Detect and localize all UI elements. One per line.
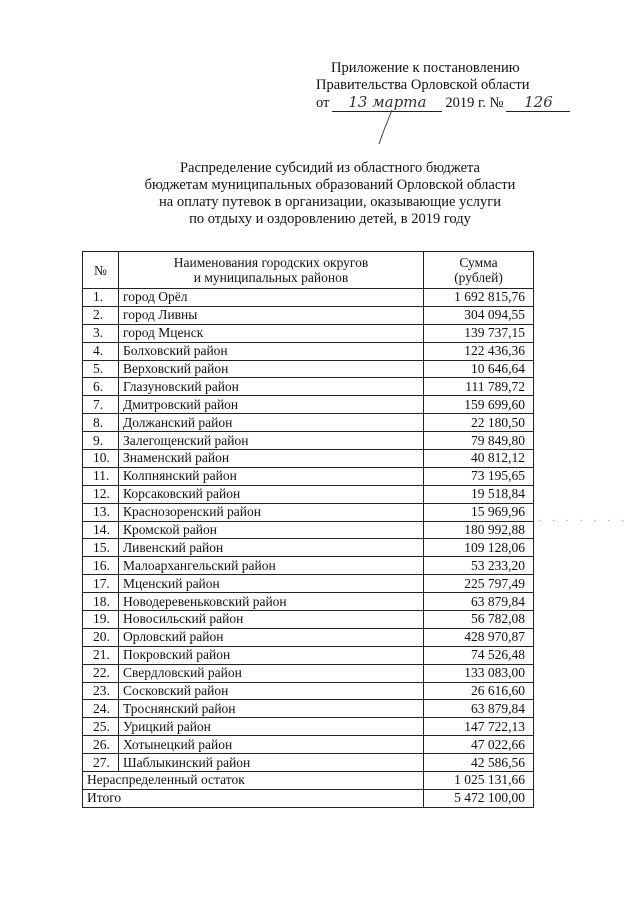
row-name: Новодеревеньковский район (119, 593, 424, 611)
row-number: 13. (83, 503, 119, 521)
table-header-row (83, 252, 534, 289)
row-name: Мценский район (119, 575, 424, 593)
row-amount: 22 180,50 (424, 414, 534, 432)
total-row (83, 789, 534, 807)
header-num: № (83, 252, 119, 289)
row-number: 1. (83, 289, 119, 307)
appendix-line-2: Правительства Орловской области (316, 77, 530, 93)
row-amount: 139 737,15 (424, 324, 534, 342)
handwritten-date: 13 марта (332, 94, 442, 112)
row-amount: 26 616,60 (424, 682, 534, 700)
row-name: Болховский район (119, 342, 424, 360)
row-name: Корсаковский район (119, 485, 424, 503)
row-amount: 19 518,84 (424, 485, 534, 503)
table-row (83, 306, 534, 324)
from-label: от (316, 95, 330, 111)
table-row (83, 432, 534, 450)
row-amount: 159 699,60 (424, 396, 534, 414)
table-row (83, 646, 534, 664)
table-row (83, 664, 534, 682)
row-name: Сосковский район (119, 682, 424, 700)
row-number: 18. (83, 593, 119, 611)
row-number: 14. (83, 521, 119, 539)
table-row (83, 575, 534, 593)
table-row (83, 467, 534, 485)
table-row (83, 324, 534, 342)
row-name: Кромской район (119, 521, 424, 539)
table-row (83, 754, 534, 772)
row-amount: 122 436,36 (424, 342, 534, 360)
row-number: 12. (83, 485, 119, 503)
appendix-header (316, 60, 570, 112)
title-line-2: бюджетам муниципальных образований Орловской области (144, 177, 516, 193)
row-name: Покровский район (119, 646, 424, 664)
header-name-line-1: Наименования городских округов (173, 255, 369, 270)
title-line-3: на оплату путевок в организации, оказывающие услуги (159, 194, 501, 210)
table-row (83, 700, 534, 718)
row-name: Троснянский район (119, 700, 424, 718)
total-label: Итого (83, 789, 424, 807)
row-number: 27. (83, 754, 119, 772)
table-row (83, 396, 534, 414)
table-row (83, 557, 534, 575)
row-name: Верховский район (119, 360, 424, 378)
unallocated-row (83, 772, 534, 790)
row-number: 7. (83, 396, 119, 414)
row-name: Орловский район (119, 628, 424, 646)
table-row (83, 342, 534, 360)
row-number: 20. (83, 628, 119, 646)
row-name: Ливенский район (119, 539, 424, 557)
table-row (83, 628, 534, 646)
row-name: Дмитровский район (119, 396, 424, 414)
row-number: 8. (83, 414, 119, 432)
row-amount: 73 195,65 (424, 467, 534, 485)
row-name: Должанский район (119, 414, 424, 432)
row-number: 17. (83, 575, 119, 593)
title-line-1: Распределение субсидий из областного бюджета (179, 160, 480, 176)
row-name: Новосильский район (119, 611, 424, 629)
row-amount: 56 782,08 (424, 611, 534, 629)
row-number: 4. (83, 342, 119, 360)
row-number: 5. (83, 360, 119, 378)
table-row (83, 611, 534, 629)
row-number: 21. (83, 646, 119, 664)
unallocated-label: Нераспределенный остаток (83, 772, 424, 790)
row-name: Шаблыкинский район (119, 754, 424, 772)
row-amount: 109 128,06 (424, 539, 534, 557)
table-row (83, 593, 534, 611)
header-amount (424, 252, 534, 289)
year-label: 2019 г. № (445, 95, 504, 111)
row-amount: 180 992,88 (424, 521, 534, 539)
row-name: Знаменский район (119, 450, 424, 468)
row-number: 22. (83, 664, 119, 682)
table-row (83, 736, 534, 754)
document-title (60, 160, 600, 228)
row-number: 23. (83, 682, 119, 700)
appendix-date-line (316, 94, 570, 112)
row-amount: 47 022,66 (424, 736, 534, 754)
row-name: Урицкий район (119, 718, 424, 736)
row-name: город Мценск (119, 324, 424, 342)
row-number: 15. (83, 539, 119, 557)
row-amount: 40 812,12 (424, 450, 534, 468)
row-name: Краснозоренский район (119, 503, 424, 521)
row-amount: 10 646,64 (424, 360, 534, 378)
row-amount: 111 789,72 (424, 378, 534, 396)
row-name: Малоархангельский район (119, 557, 424, 575)
row-name: город Ливны (119, 306, 424, 324)
row-amount: 74 526,48 (424, 646, 534, 664)
row-amount: 63 879,84 (424, 700, 534, 718)
table-row (83, 485, 534, 503)
pen-stroke-mark (376, 108, 396, 148)
row-name: город Орёл (119, 289, 424, 307)
row-amount: 15 969,96 (424, 503, 534, 521)
row-number: 3. (83, 324, 119, 342)
row-number: 9. (83, 432, 119, 450)
row-amount: 79 849,80 (424, 432, 534, 450)
row-number: 16. (83, 557, 119, 575)
row-number: 2. (83, 306, 119, 324)
header-name-line-2: и муниципальных районов (193, 270, 349, 285)
table-row (83, 503, 534, 521)
appendix-line-1: Приложение к постановлению (331, 60, 520, 76)
row-name: Колпнянский район (119, 467, 424, 485)
row-number: 25. (83, 718, 119, 736)
handwritten-number: 126 (506, 94, 570, 112)
row-amount: 428 970,87 (424, 628, 534, 646)
table-row (83, 539, 534, 557)
row-number: 6. (83, 378, 119, 396)
header-name (119, 252, 424, 289)
table-row (83, 360, 534, 378)
row-name: Залегощенский район (119, 432, 424, 450)
row-name: Хотынецкий район (119, 736, 424, 754)
table-row (83, 682, 534, 700)
title-line-4: по отдыху и оздоровлению детей, в 2019 году (189, 211, 471, 227)
row-amount: 42 586,56 (424, 754, 534, 772)
table-row (83, 521, 534, 539)
scan-dotted-mark: · · · · · · · (538, 516, 629, 527)
row-name: Свердловский район (119, 664, 424, 682)
row-number: 24. (83, 700, 119, 718)
unallocated-amount: 1 025 131,66 (424, 772, 534, 790)
row-amount: 63 879,84 (424, 593, 534, 611)
table-row (83, 450, 534, 468)
header-amount-line-1: Сумма (459, 255, 498, 270)
table-row (83, 378, 534, 396)
row-number: 11. (83, 467, 119, 485)
table-row (83, 414, 534, 432)
table-row (83, 289, 534, 307)
row-amount: 147 722,13 (424, 718, 534, 736)
row-name: Глазуновский район (119, 378, 424, 396)
row-number: 26. (83, 736, 119, 754)
subsidy-table (82, 251, 534, 808)
row-number: 19. (83, 611, 119, 629)
row-amount: 53 233,20 (424, 557, 534, 575)
table-row (83, 718, 534, 736)
row-number: 10. (83, 450, 119, 468)
row-amount: 133 083,00 (424, 664, 534, 682)
header-amount-line-2: (рублей) (454, 270, 503, 285)
row-amount: 225 797,49 (424, 575, 534, 593)
row-amount: 1 692 815,76 (424, 289, 534, 307)
total-amount: 5 472 100,00 (424, 789, 534, 807)
row-amount: 304 094,55 (424, 306, 534, 324)
